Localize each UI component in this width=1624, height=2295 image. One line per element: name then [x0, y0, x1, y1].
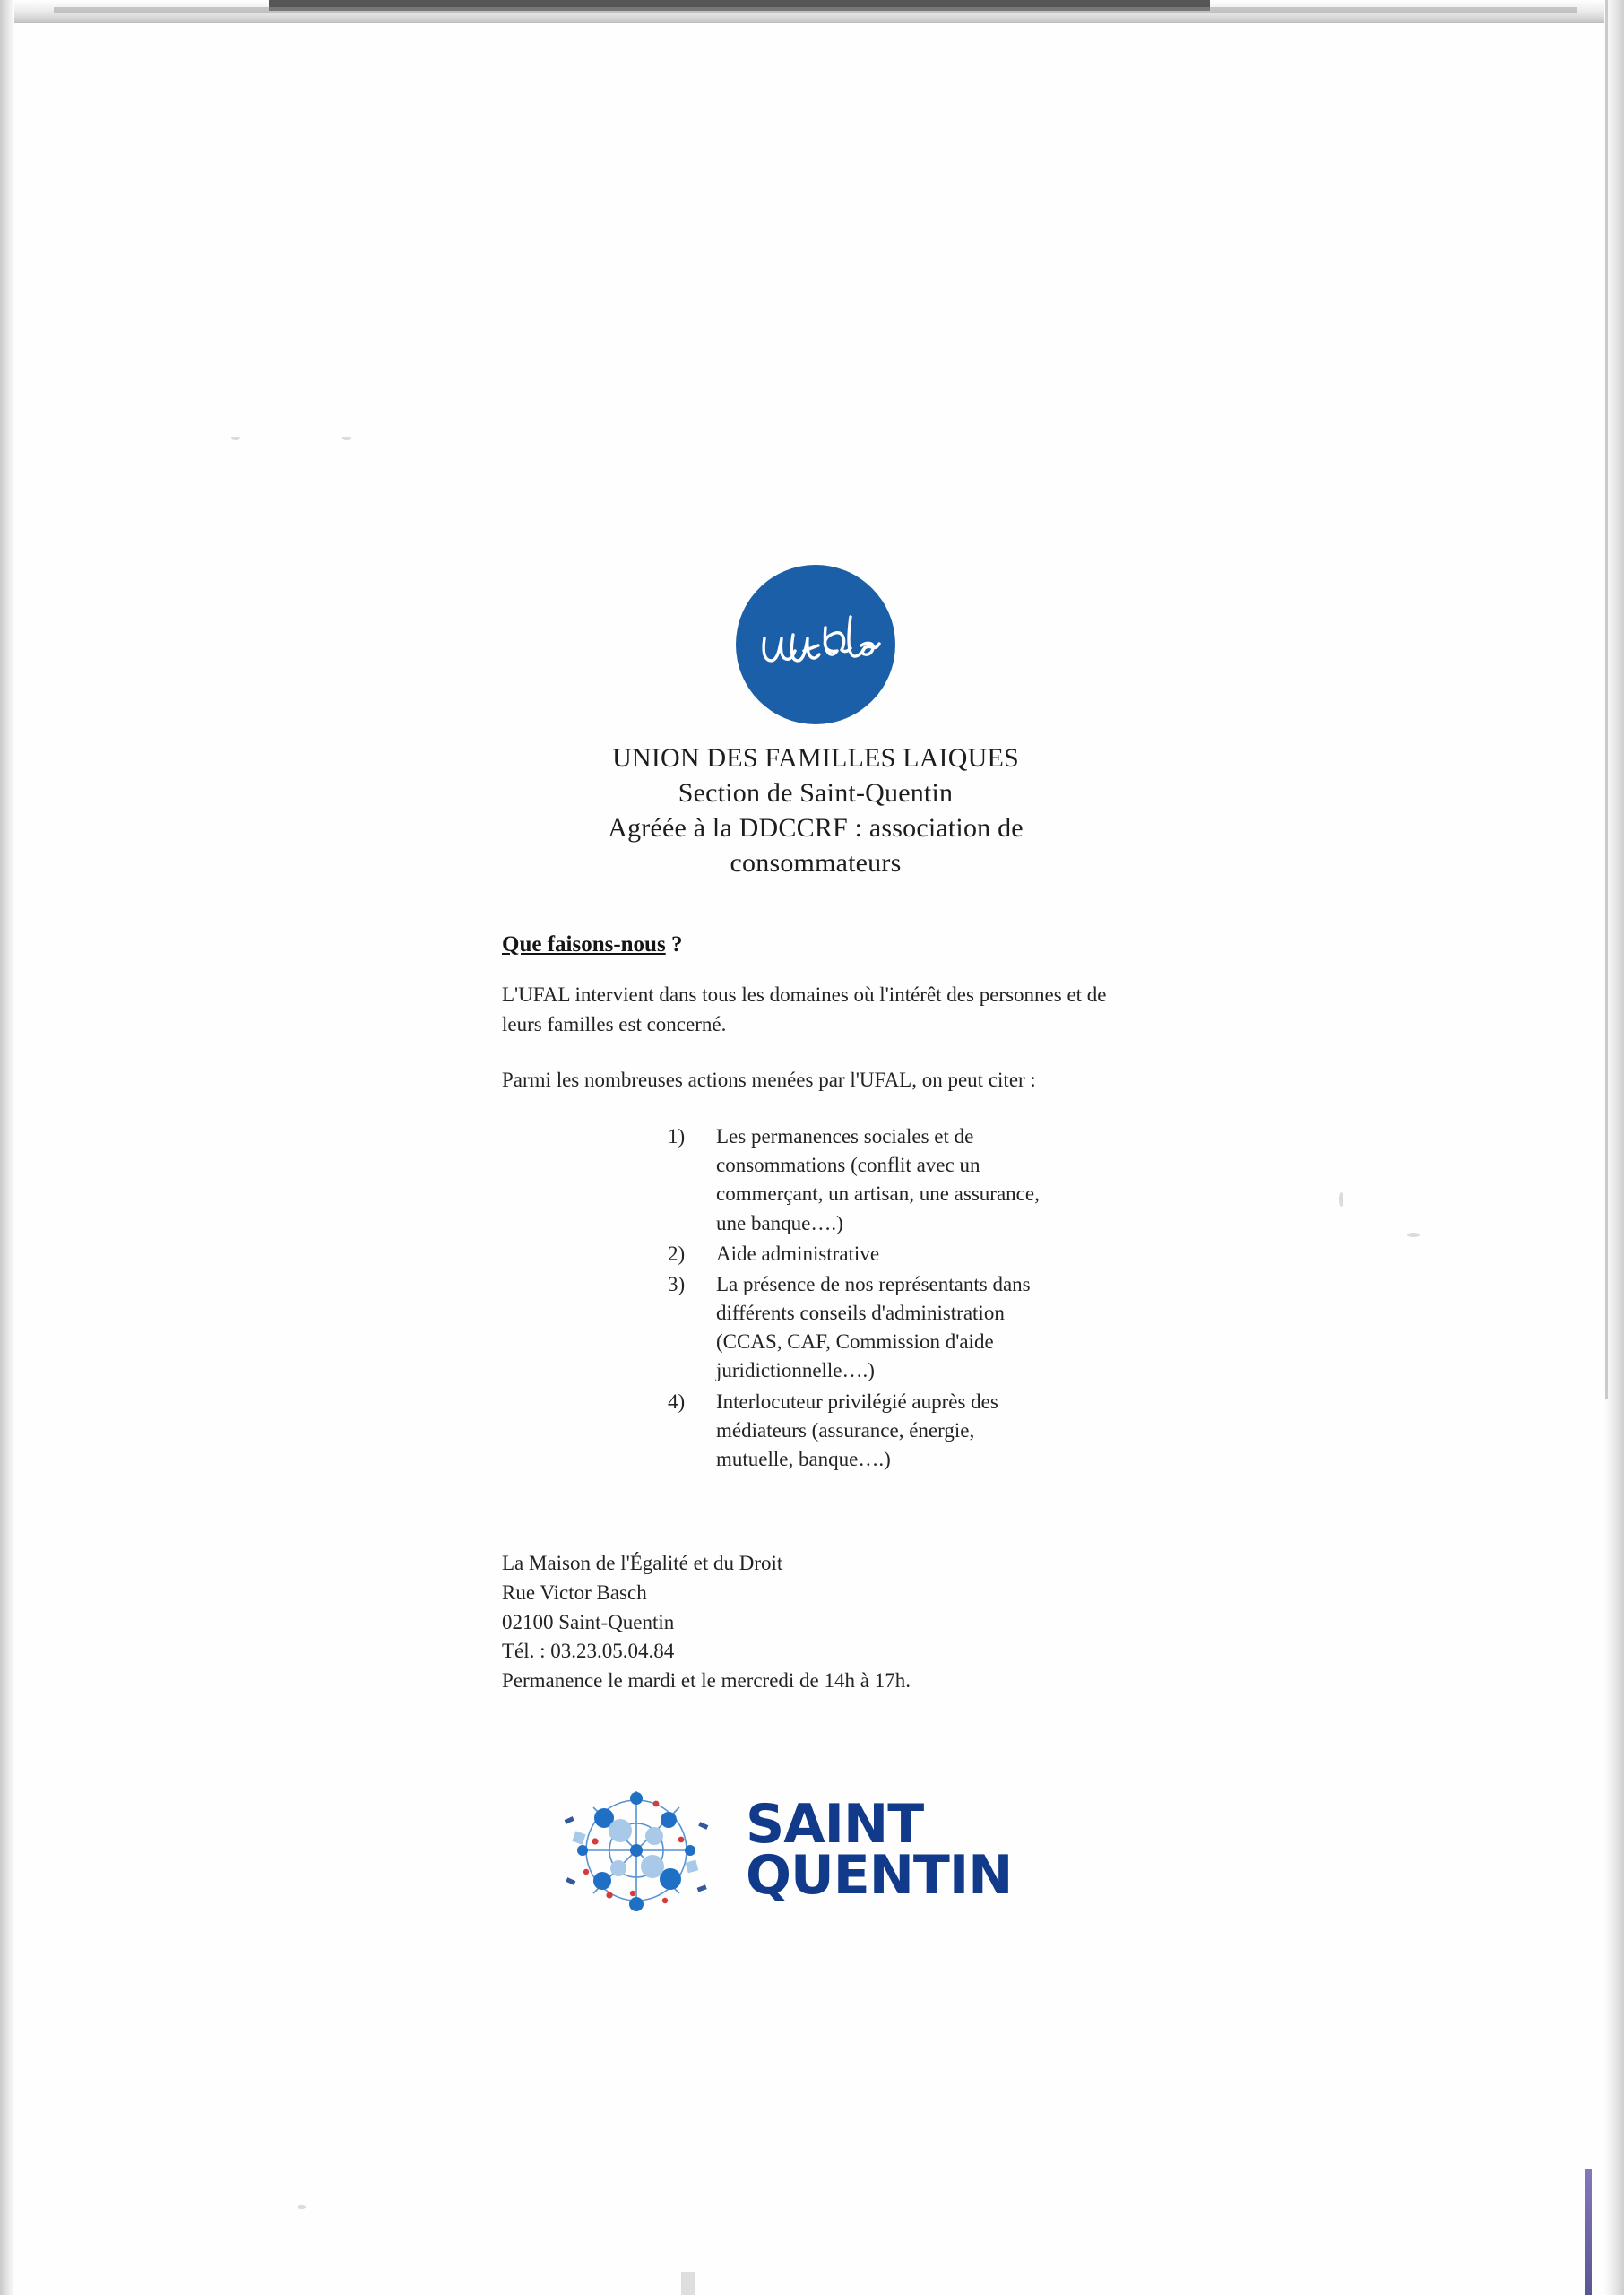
list-item-text: Interlocuteur privilégié auprès des médiateurs (assurance, énergie, mutuelle, banque….) [716, 1390, 998, 1471]
org-title-line-1: UNION DES FAMILLES LAIQUES [612, 743, 1019, 773]
scan-speck [298, 2205, 306, 2209]
saint-quentin-emblem-icon [547, 1779, 726, 1922]
saint-quentin-logo [547, 1779, 1129, 1922]
document-body [502, 565, 1129, 1922]
org-title-line-3: Agréée à la DDCCRF : association de [608, 813, 1024, 843]
organization-title [502, 740, 1129, 880]
address-line-3: 02100 Saint-Quentin [502, 1610, 675, 1633]
list-item [668, 1122, 1053, 1238]
list-item [668, 1388, 1053, 1475]
contact-address [502, 1549, 1129, 1695]
address-opening-hours: Permanence le mardi et le mercredi de 14h à 17h. [502, 1668, 911, 1692]
scan-speck [231, 437, 240, 440]
actions-list [502, 1122, 1129, 1474]
section-heading-suffix: ? [665, 932, 683, 957]
list-item-text: Aide administrative [716, 1242, 880, 1265]
list-item-text: La présence de nos représentants dans différents conseils d'administration (CCAS, CAF, Commission d'aide juridictionnelle….) [716, 1272, 1031, 1382]
address-line-2: Rue Victor Basch [502, 1581, 647, 1604]
scan-bottom-grey-mark [681, 2272, 695, 2295]
scan-speck [1407, 1233, 1420, 1237]
ufal-wordmark-icon [725, 565, 906, 724]
section-heading [502, 932, 1129, 957]
saint-quentin-line-1: SAINT [746, 1793, 924, 1857]
list-item-text: Les permanences sociales et de consommations (conflit avec un commerçant, un artisan, une assurance, une banque….) [716, 1124, 1040, 1234]
scan-bottom-purple-mark [1585, 2169, 1592, 2295]
org-title-line-2: Section de Saint-Quentin [678, 778, 954, 808]
saint-quentin-wordmark [746, 1793, 1013, 1907]
org-title-line-4: consommateurs [730, 848, 902, 878]
list-item-number: 1) [668, 1124, 686, 1148]
list-item [668, 1240, 1053, 1269]
saint-quentin-line-2: QUENTIN [746, 1843, 1013, 1907]
section-heading-underlined: Que faisons-nous [502, 932, 666, 957]
list-item-number: 3) [668, 1272, 686, 1295]
ufal-logo [725, 565, 906, 724]
list-item-number: 2) [668, 1242, 686, 1265]
paragraph-intervention: L'UFAL intervient dans tous les domaines où l'intérêt des personnes et de leurs familles est concerné. [502, 983, 1107, 1035]
address-line-1: La Maison de l'Égalité et du Droit [502, 1552, 783, 1575]
scan-right-line-artifact [1605, 0, 1608, 1399]
ufal-logo-container [502, 565, 1129, 724]
paragraph-actions-lead: Parmi les nombreuses actions menées par l'UFAL, on peut citer : [502, 1069, 1036, 1092]
list-item [668, 1270, 1053, 1386]
scan-speck [342, 437, 351, 440]
scan-left-edge-artifact [0, 0, 14, 2295]
scan-speck [1339, 1192, 1343, 1207]
address-phone: Tél. : 03.23.05.04.84 [502, 1640, 675, 1663]
scan-top-grey-band [54, 7, 1577, 13]
list-item-number: 4) [668, 1390, 686, 1413]
